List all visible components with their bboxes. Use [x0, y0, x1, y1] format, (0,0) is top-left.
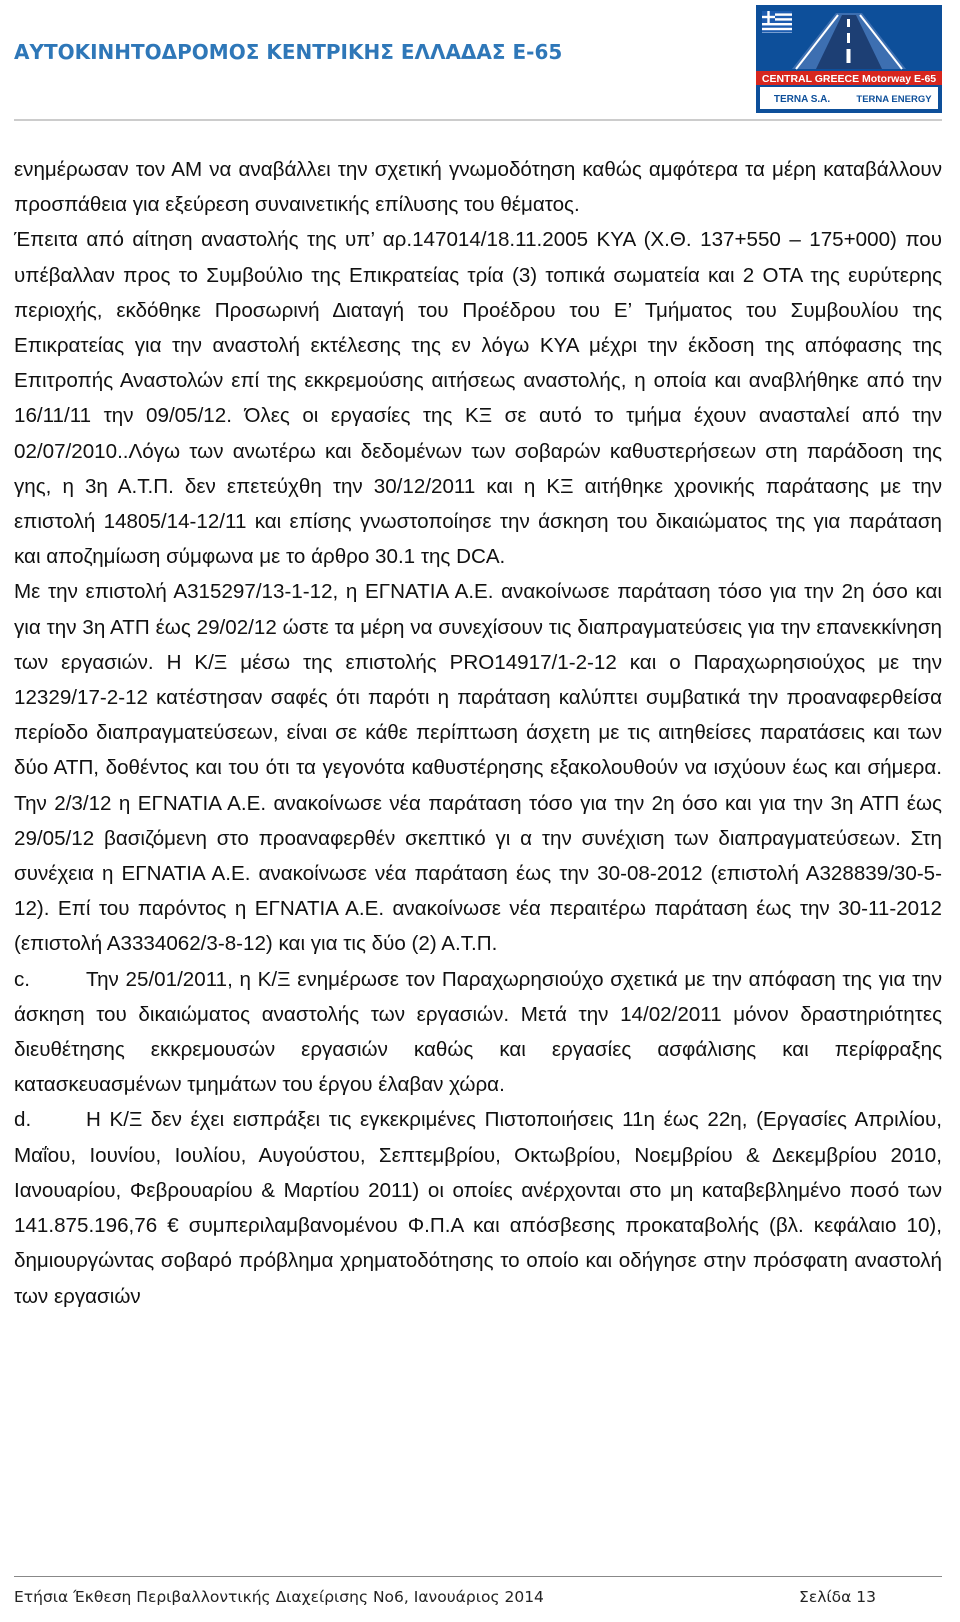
list-item-c — [14, 962, 942, 1103]
body-paragraph-2: Έπειτα από αίτηση αναστολής της υπ’ αρ.147014/18.11.2005 ΚΥΑ (Χ.Θ. 137+550 – 175+000) που υπέβαλλαν προς το Συμβούλιο της Επικρατείας τρία (3) τοπικά σωματεία και 2 ΟΤΑ της ευρύτερης περιοχής, εκδόθηκε Προσωρινή Διαταγή του Προέδρου του Ε’ Τμήματος του Συμβουλίου της Επικρατείας για την αναστολή εκτέλεσης της εν λόγω ΚΥΑ μέχρι την έκδοση της απόφασης της Επιτροπής Αναστολών επί της εκκρεμούσης αιτήσεως αναστολής, η οποία και αναβλήθηκε από την 16/11/11 την 09/05/12. Όλες οι εργασίες της ΚΞ σε αυτό το τμήμα έχουν ανασταλεί από την 02/07/2010..Λόγω των ανωτέρω και δεδομένων των σοβαρών καθυστερήσεων στη παράδοση της γης, η 3η Α.Τ.Π. δεν επετεύχθη την 30/12/2011 και η ΚΞ αιτήθηκε χρονικής παράτασης με την επιστολή 14805/14-12/11 και επίσης γνωστοποίησε την άσκηση του δικαιώματος της για παράταση και αποζημίωση σύμφωνα με το άρθρο 30.1 της DCA. — [14, 228, 942, 569]
footer-divider — [14, 1576, 942, 1577]
header-divider — [14, 119, 942, 121]
list-item-d — [14, 1102, 942, 1313]
logo-sponsor-terna: TERNA S.A. — [773, 94, 831, 105]
central-greece-motorway-logo — [756, 5, 942, 113]
footer-report-title: Ετήσια Έκθεση Περιβαλλοντικής Διαχείρισης Νο6, Ιανουάριος 2014 — [14, 1588, 544, 1606]
body-paragraph-3: Με την επιστολή Α315297/13-1-12, η ΕΓΝΑΤΙΑ Α.Ε. ανακοίνωσε παράταση τόσο για την 2η όσο και για την 3η ΑΤΠ έως 29/02/12 ώστε τα μέρη να συνεχίσουν τις διαπραγματεύσεις για την επανεκκίνηση των εργασιών. Η Κ/Ξ μέσω της επιστολής PRO14917/1-2-12 και ο Παραχωρησιούχος με την 12329/17-2-12 κατέστησαν σαφές ότι παρότι η παράταση καλύπτει συμβατικά την προαναφερθείσα περίοδο διαπραγματεύσεων, είναι σε κάθε περίπτωση άσχετη με τις αιτηθείσες παρατάσεις και των δύο ΑΤΠ, δοθέντος και του ότι τα γεγονότα καθυστέρησης εξακολουθούν να ισχύουν έως και σήμερα. Την 2/3/12 η ΕΓΝΑΤΙΑ Α.Ε. ανακοίνωσε νέα παράταση τόσο για την 2η όσο και για την 3η ΑΤΠ έως 29/05/12 βασιζόμενη στο προαναφερθέν σκεπτικό γι α την συνέχιση των διαπραγματεύσεων. Στη συνέχεια η ΕΓΝΑΤΙΑ Α.Ε. ανακοίνωσε νέα παράταση έως την 30-08-2012 (επιστολή Α328839/30-5-12). Επί του παρόντος η ΕΓΝΑΤΙΑ Α.Ε. ανακοίνωσε νέα περαιτέρω παράταση έως την 30-11-2012 (επιστολή Α3334062/3-8-12) και για τις δύο (2) Α.Τ.Π. — [14, 580, 942, 956]
list-item-text: Την 25/01/2011, η Κ/Ξ ενημέρωσε τον Παραχωρησιούχο σχετικά με την απόφαση της για την άσκηση του δικαιώματος αναστολής των εργασιών. Μετά την 14/02/2011 μόνον δραστηριότητες διευθέτησης εκκρεμουσών εργασιών καθώς και εργασίες ασφάλισης και περίφραξης κατασκευασμένων τμημάτων του έργου έλαβαν χώρα. — [14, 967, 942, 1097]
list-item-label: c. — [14, 967, 31, 991]
logo-banner-text: CENTRAL GREECE Motorway E-65 — [761, 73, 937, 85]
document-header-title: ΑΥΤΟΚΙΝΗΤΟΔΡΟΜΟΣ ΚΕΝΤΡΙΚΗΣ ΕΛΛΑΔΑΣ Ε-65 — [14, 40, 563, 64]
footer-page-number: Σελίδα 13 — [799, 1588, 876, 1606]
list-item-label: d. — [14, 1108, 32, 1132]
greek-flag-icon — [762, 11, 792, 33]
list-item-text: Η Κ/Ξ δεν έχει εισπράξει τις εγκεκριμένες Πιστοποιήσεις 11η έως 22η, (Εργασίες Απριλίου, Μαΐου, Ιουνίου, Ιουλίου, Αυγούστου, Σεπτεμβρίου, Οκτωβρίου, Νοεμβρίου & Δεκεμβρίου 2010, Ιανουαρίου, Φεβρουαρίου & Μαρτίου 2011) οι οποίες ανέρχονται στο μη καταβεβλημένο ποσό των 141.875.196,76 € συμπεριλαμβανομένου Φ.Π.Α και απόσβεσης προκαταβολής (βλ. κεφάλαιο 10), δημιουργώντας σοβαρό πρόβλημα χρηματοδότησης το οποίο και οδήγησε στην πρόσφατη αναστολή των εργασιών — [14, 1108, 942, 1308]
document-body — [14, 152, 942, 1314]
logo-sponsor-terna-energy: TERNA ENERGY — [856, 94, 932, 105]
body-paragraph-1: ενημέρωσαν τον ΑΜ να αναβάλλει την σχετική γνωμοδότηση καθώς αμφότερα τα μέρη καταβάλλουν προσπάθεια για εξεύρεση συναινετικής επίλυσης του θέματος. — [14, 158, 942, 217]
